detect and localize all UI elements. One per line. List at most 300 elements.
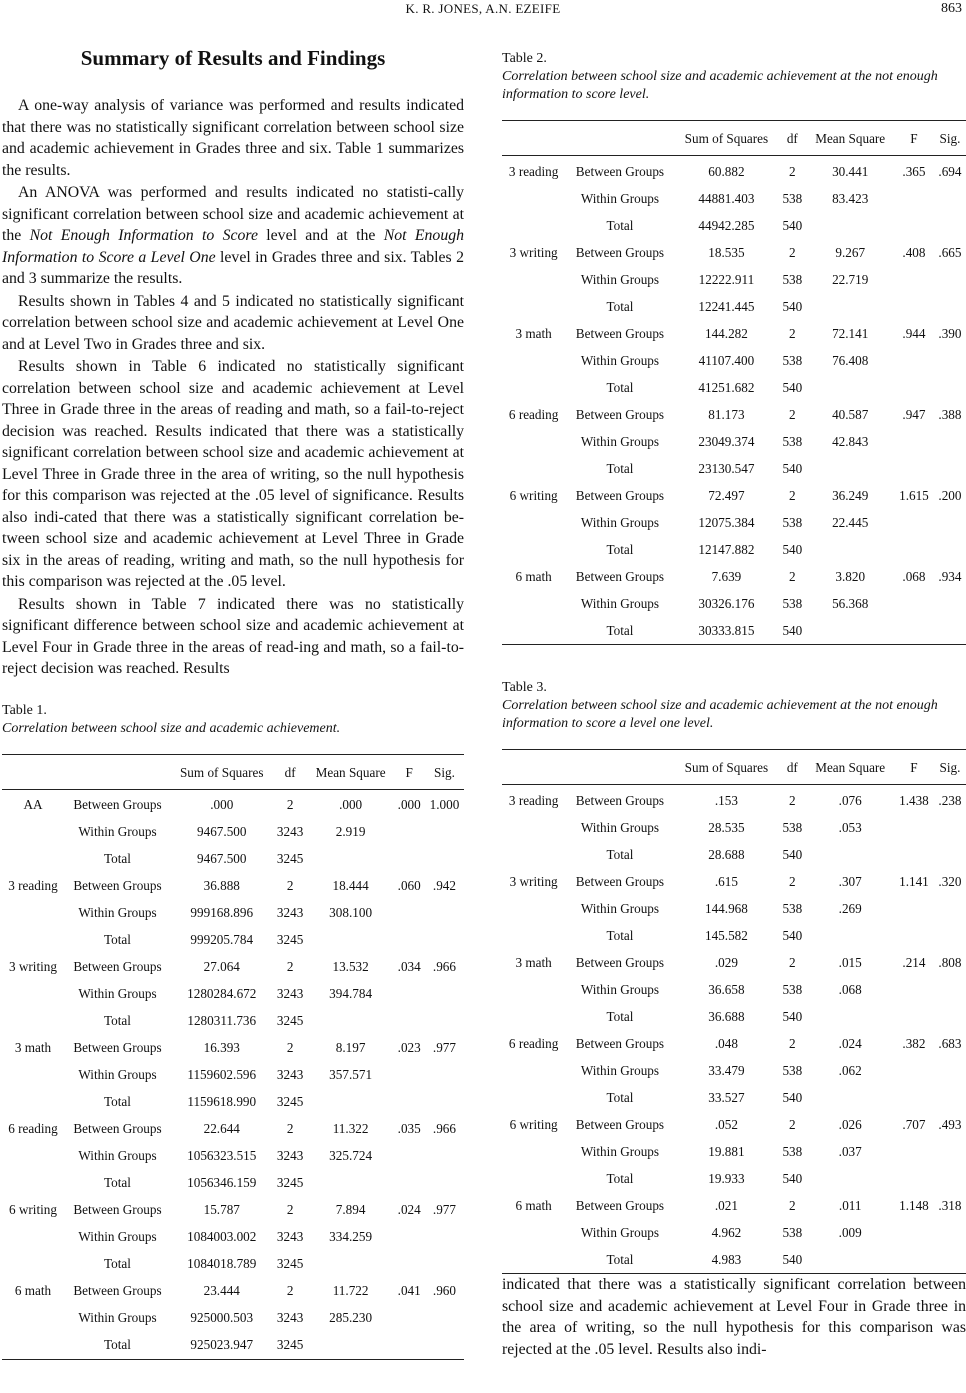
group-cell	[502, 428, 565, 455]
table-row	[2, 1251, 464, 1278]
cell-ms	[308, 1332, 394, 1360]
cell-sig: .390	[938, 325, 962, 341]
cell-ms: 22.719	[832, 271, 869, 287]
cell-sig: .966	[432, 1121, 456, 1136]
table-row	[502, 1219, 966, 1246]
cell-source: Within Groups	[580, 433, 660, 449]
group-cell: AA	[23, 797, 43, 812]
table-label: Table 3.	[502, 680, 547, 695]
cell-sig	[934, 1165, 966, 1192]
table-3-block	[502, 679, 966, 1274]
cell-sig	[425, 819, 464, 846]
cell-ms	[806, 1165, 894, 1192]
cell-ss: 22.644	[203, 1121, 240, 1136]
cell-source: Between Groups	[575, 792, 665, 808]
cell-df: 3243	[276, 1310, 304, 1325]
table-row	[502, 185, 966, 212]
group-cell: 6 reading	[508, 406, 559, 422]
cell-f	[894, 1084, 934, 1111]
paragraph: Results shown in Table 7 indicated there was no statistically significant difference between school size and academic achievement at Level Four in Grade three in the areas of read-ing and math, so a fail-to-reject decision was reached. Results	[2, 595, 464, 677]
cell-ms	[806, 1084, 894, 1111]
cell-ss: .029	[714, 954, 738, 970]
cell-sig	[934, 590, 966, 617]
group-cell	[502, 922, 565, 949]
column-header: Mean Square	[308, 754, 394, 789]
cell-f: .947	[902, 406, 926, 422]
cell-ss: .021	[714, 1197, 738, 1213]
group-cell	[502, 1165, 565, 1192]
cell-df: 538	[782, 271, 803, 287]
cell-df: 2	[286, 878, 294, 893]
column-header: F	[393, 754, 424, 789]
cell-sig	[934, 266, 966, 293]
table-row	[502, 814, 966, 841]
cell-source: Total	[606, 622, 634, 638]
cell-ss: 30333.815	[698, 622, 755, 638]
cell-ss: 999205.784	[190, 932, 254, 947]
cell-sig: .388	[938, 406, 962, 422]
table-caption: Correlation between school size and academic achievement at the not enough information to score level.	[502, 69, 938, 102]
cell-df: 2	[789, 1035, 796, 1051]
cell-source: Between Groups	[575, 1116, 665, 1132]
cell-sig	[934, 895, 966, 922]
cell-ss: 1056346.159	[187, 1175, 257, 1190]
table-row	[502, 156, 966, 186]
table-row	[2, 1035, 464, 1062]
cell-source: Between Groups	[575, 954, 665, 970]
cell-ss: 30326.176	[698, 595, 755, 611]
cell-ss: 81.173	[708, 406, 745, 422]
cell-source: Within Groups	[580, 190, 660, 206]
group-cell: 6 writing	[509, 487, 558, 503]
table-row	[2, 1305, 464, 1332]
group-cell	[2, 1089, 64, 1116]
cell-ss: 60.882	[708, 163, 745, 179]
cell-source: Between Groups	[575, 406, 665, 422]
anova-table	[502, 749, 966, 1274]
cell-ms: 11.322	[332, 1121, 369, 1136]
group-cell	[2, 1143, 64, 1170]
cell-ss: 36.688	[708, 1008, 745, 1024]
cell-source: Within Groups	[580, 514, 660, 530]
cell-ms: 22.445	[832, 514, 869, 530]
table-row	[2, 1116, 464, 1143]
cell-ss: 18.535	[708, 244, 745, 260]
group-cell	[2, 819, 64, 846]
cell-ss: 33.479	[708, 1062, 745, 1078]
cell-f	[894, 1219, 934, 1246]
group-cell: 3 reading	[508, 792, 559, 808]
cell-ms: 394.784	[329, 986, 373, 1001]
cell-ms: 18.444	[332, 878, 369, 893]
group-cell	[2, 1224, 64, 1251]
cell-f	[393, 1170, 424, 1197]
cell-sig	[425, 1170, 464, 1197]
column-header: F	[894, 121, 934, 156]
cell-f	[894, 976, 934, 1003]
cell-f: .944	[902, 325, 926, 341]
cell-sig: .966	[432, 959, 456, 974]
table-row	[502, 1111, 966, 1138]
cell-ss: .153	[714, 792, 738, 808]
table-row	[2, 927, 464, 954]
cell-ss: 1084018.789	[187, 1256, 257, 1271]
cell-source: Between Groups	[575, 244, 665, 260]
cell-ms	[806, 1246, 894, 1274]
cell-sig: .977	[432, 1202, 456, 1217]
cell-df: 3243	[276, 1148, 304, 1163]
table-row	[502, 1192, 966, 1219]
table-row	[502, 1138, 966, 1165]
cell-df: 538	[782, 595, 803, 611]
cell-sig	[425, 981, 464, 1008]
cell-ss: 16.393	[203, 1040, 240, 1055]
cell-sig: .320	[938, 873, 962, 889]
cell-source: Within Groups	[580, 271, 660, 287]
cell-sig: .683	[938, 1035, 962, 1051]
cell-ss: 23049.374	[698, 433, 755, 449]
cell-source: Total	[606, 298, 634, 314]
cell-ms	[308, 1251, 394, 1278]
cell-source: Within Groups	[580, 981, 660, 997]
group-cell	[502, 374, 565, 401]
cell-ss: 9467.500	[197, 824, 247, 839]
cell-ms: .000	[339, 797, 363, 812]
cell-ms: 3.820	[835, 568, 866, 584]
cell-f	[894, 347, 934, 374]
cell-df: 3243	[276, 1067, 304, 1082]
cell-df: 538	[782, 819, 803, 835]
group-cell	[502, 266, 565, 293]
table-row	[502, 374, 966, 401]
table-row	[502, 401, 966, 428]
cell-source: Total	[606, 541, 634, 557]
cell-df: 540	[782, 846, 803, 862]
header-blank	[64, 754, 171, 789]
cell-source: Total	[606, 846, 634, 862]
table-row	[2, 789, 464, 819]
cell-df: 540	[782, 217, 803, 233]
section-title: Summary of Results and Findings	[80, 46, 386, 70]
table-row	[502, 563, 966, 590]
cell-df: 2	[789, 568, 796, 584]
cell-source: Within Groups	[580, 900, 660, 916]
cell-source: Total	[104, 1256, 131, 1271]
cell-f: .035	[397, 1121, 421, 1136]
cell-df: 2	[789, 244, 796, 260]
cell-f	[393, 1305, 424, 1332]
cell-ms: .024	[838, 1035, 862, 1051]
cell-ms: 13.532	[332, 959, 369, 974]
cell-df: 3243	[276, 824, 304, 839]
cell-f	[393, 1062, 424, 1089]
table-header-row	[502, 750, 966, 785]
table-header-row	[502, 121, 966, 156]
cell-f	[894, 374, 934, 401]
table-row	[2, 846, 464, 873]
cell-f	[894, 428, 934, 455]
header-blank	[502, 121, 565, 156]
cell-f	[393, 1332, 424, 1360]
table-row	[2, 954, 464, 981]
cell-f: .000	[397, 797, 421, 812]
table-row	[502, 347, 966, 374]
cell-sig	[425, 1089, 464, 1116]
table-row	[502, 455, 966, 482]
cell-f	[894, 455, 934, 482]
cell-sig	[425, 1224, 464, 1251]
cell-ms	[806, 293, 894, 320]
table-row	[502, 509, 966, 536]
column-header: F	[894, 750, 934, 785]
cell-f	[894, 1246, 934, 1274]
cell-sig	[934, 1219, 966, 1246]
column-header: df	[273, 754, 308, 789]
cell-df: 2	[789, 792, 796, 808]
table-row	[502, 976, 966, 1003]
cell-df: 540	[782, 1251, 803, 1267]
cell-source: Total	[104, 851, 131, 866]
cell-df: 2	[286, 959, 294, 974]
cell-ms	[806, 212, 894, 239]
group-cell: 3 reading	[508, 163, 559, 179]
table-row	[502, 239, 966, 266]
group-cell	[502, 1057, 565, 1084]
table-caption: Correlation between school size and academic achievement at the not enough information to score a level one level.	[502, 698, 938, 731]
paragraph: Results shown in Tables 4 and 5 indicated no statistically significant correlation between school size and academic achievement at Level One and at Level Two in Grades three and six.	[2, 292, 464, 353]
cell-sig	[934, 455, 966, 482]
cell-f: .060	[397, 878, 421, 893]
cell-source: Between Groups	[575, 1035, 665, 1051]
cell-f	[894, 1165, 934, 1192]
cell-df: 3243	[276, 905, 304, 920]
group-cell: 6 reading	[508, 1035, 559, 1051]
column-header: df	[778, 750, 806, 785]
group-cell	[502, 455, 565, 482]
cell-ms	[806, 536, 894, 563]
cell-source: Between Groups	[575, 873, 665, 889]
cell-f	[894, 212, 934, 239]
cell-f	[393, 1224, 424, 1251]
cell-ss: 72.497	[708, 487, 745, 503]
group-cell	[502, 536, 565, 563]
cell-df: 2	[789, 406, 796, 422]
cell-df: 540	[782, 1089, 803, 1105]
table-row	[2, 1170, 464, 1197]
cell-sig	[934, 1084, 966, 1111]
group-cell	[502, 212, 565, 239]
header-blank	[2, 754, 64, 789]
cell-ss: .000	[210, 797, 234, 812]
cell-ms: .009	[838, 1224, 862, 1240]
cell-ss: 4.983	[711, 1251, 742, 1267]
cell-f: .041	[397, 1283, 421, 1298]
cell-ms: 30.441	[832, 163, 869, 179]
cell-ms: 83.423	[832, 190, 869, 206]
cell-source: Between Groups	[73, 1283, 162, 1298]
cell-f	[894, 293, 934, 320]
column-header: Sig.	[934, 750, 966, 785]
table-row	[502, 841, 966, 868]
group-cell: 6 reading	[8, 1121, 58, 1136]
table-header-row	[2, 754, 464, 789]
cell-ss: 1159602.596	[187, 1067, 257, 1082]
cell-sig: .934	[938, 568, 962, 584]
group-cell: 3 writing	[509, 244, 558, 260]
table-row	[2, 1197, 464, 1224]
cell-ss: 1280284.672	[187, 986, 257, 1001]
group-cell	[502, 293, 565, 320]
cell-df: 3245	[276, 851, 304, 866]
cell-df: 538	[782, 1224, 803, 1240]
cell-ms: .011	[838, 1197, 862, 1213]
paragraph: Results shown in Table 6 indicated no statistically significant correlation between school size and academic achievement at Level Three in Grade three in the areas of reading and math, so a fail-to-reject decision was reached. Results indicated that there was a statistically significant correlation between school size and academic achievement at Level Three in Grade three in the area of writing, so the null hypothesis for this comparison was rejected at the .05 level of significance. Results also indi-cated that there was a statistically significant correlation be-tween school size and academic achievement at Level Three in Grade six in the areas of reading, writing and math, so the null hypothesis for this comparison was rejected at the .05 level.	[2, 358, 464, 590]
cell-source: Total	[606, 927, 634, 943]
cell-ss: 12222.911	[698, 271, 755, 287]
cell-ss: 19.881	[708, 1143, 745, 1159]
cell-source: Total	[606, 1089, 634, 1105]
cell-ss: 23.444	[203, 1283, 240, 1298]
cell-df: 2	[286, 1202, 294, 1217]
group-cell	[502, 590, 565, 617]
cell-f: .023	[397, 1040, 421, 1055]
cell-ss: 144.282	[704, 325, 748, 341]
table-row	[502, 1003, 966, 1030]
group-cell	[2, 900, 64, 927]
cell-df: 3245	[276, 1256, 304, 1271]
cell-df: 540	[782, 379, 803, 395]
cell-df: 540	[782, 460, 803, 476]
cell-sig	[425, 1062, 464, 1089]
cell-f	[894, 617, 934, 645]
table-caption: Correlation between school size and academic achievement.	[2, 720, 341, 736]
cell-ss: 12147.882	[698, 541, 755, 557]
cell-sig: .808	[938, 954, 962, 970]
table-row	[2, 819, 464, 846]
anova-table	[2, 754, 464, 1360]
cell-ms: 9.267	[835, 244, 866, 260]
cell-sig	[934, 617, 966, 645]
cell-ss: .615	[714, 873, 738, 889]
table-row	[502, 212, 966, 239]
table-row	[2, 981, 464, 1008]
cell-f: 1.438	[899, 792, 929, 808]
group-cell	[2, 1170, 64, 1197]
cell-source: Total	[606, 460, 634, 476]
cell-ms: .062	[838, 1062, 862, 1078]
table-row	[502, 895, 966, 922]
table-row	[502, 1246, 966, 1274]
cell-df: 540	[782, 1170, 803, 1186]
header-blank	[565, 121, 674, 156]
cell-sig	[934, 1138, 966, 1165]
cell-sig: .665	[938, 244, 962, 260]
cell-source: Within Groups	[580, 595, 660, 611]
cell-df: 540	[782, 1008, 803, 1024]
cell-ss: 9467.500	[197, 851, 247, 866]
table-row	[2, 873, 464, 900]
cell-source: Within Groups	[580, 819, 660, 835]
cell-sig	[934, 212, 966, 239]
cell-f	[894, 509, 934, 536]
cell-sig: .493	[938, 1116, 962, 1132]
cell-source: Within Groups	[78, 1067, 157, 1082]
group-cell: 3 writing	[509, 873, 558, 889]
cell-ms: 2.919	[335, 824, 366, 839]
cell-sig	[934, 347, 966, 374]
group-cell	[502, 1084, 565, 1111]
cell-f	[894, 841, 934, 868]
header-blank	[502, 750, 565, 785]
cell-df: 540	[782, 622, 803, 638]
cell-df: 2	[286, 1121, 294, 1136]
right-column	[502, 50, 966, 1360]
cell-df: 2	[789, 325, 796, 341]
cell-sig: .960	[432, 1283, 456, 1298]
table-row	[502, 617, 966, 645]
group-cell	[502, 1003, 565, 1030]
cell-df: 3245	[276, 1337, 304, 1352]
cell-source: Within Groups	[580, 1224, 660, 1240]
cell-f	[393, 1251, 424, 1278]
group-cell: 3 reading	[8, 878, 58, 893]
cell-f	[894, 1057, 934, 1084]
cell-source: Between Groups	[575, 1197, 665, 1213]
cell-df: 538	[782, 1062, 803, 1078]
table-row	[502, 590, 966, 617]
cell-ss: 1084003.002	[187, 1229, 257, 1244]
group-cell	[2, 1062, 64, 1089]
cell-df: 3245	[276, 932, 304, 947]
cell-f: .408	[902, 244, 926, 260]
table-row	[502, 1057, 966, 1084]
cell-ms: .068	[838, 981, 862, 997]
cell-source: Total	[104, 1175, 131, 1190]
cell-source: Total	[104, 932, 131, 947]
table-row	[502, 1030, 966, 1057]
cell-source: Total	[104, 1094, 131, 1109]
cell-f: 1.141	[899, 873, 929, 889]
cell-f	[393, 900, 424, 927]
cell-source: Within Groups	[78, 905, 157, 920]
cell-ms: 36.249	[832, 487, 869, 503]
cell-ms	[806, 841, 894, 868]
cell-sig	[934, 509, 966, 536]
table-row	[502, 428, 966, 455]
cell-ss: 925000.503	[190, 1310, 254, 1325]
cell-ss: 1280311.736	[187, 1013, 257, 1028]
cell-ss: 44881.403	[698, 190, 755, 206]
cell-f	[393, 1089, 424, 1116]
cell-sig	[425, 1143, 464, 1170]
cell-sig	[934, 428, 966, 455]
cell-ss: .052	[714, 1116, 738, 1132]
cell-f	[393, 819, 424, 846]
cell-f	[393, 981, 424, 1008]
cell-ms: .053	[838, 819, 862, 835]
column-header: Sum of Squares	[675, 121, 779, 156]
group-cell	[502, 1219, 565, 1246]
cell-ss: 27.064	[203, 959, 240, 974]
cell-f	[393, 1008, 424, 1035]
cell-source: Within Groups	[580, 1062, 660, 1078]
cell-sig: .977	[432, 1040, 456, 1055]
cell-ss: 41251.682	[698, 379, 755, 395]
column-header: df	[778, 121, 806, 156]
group-cell: 6 math	[515, 568, 552, 584]
cell-f: .068	[902, 568, 926, 584]
cell-ms: 285.230	[329, 1310, 373, 1325]
